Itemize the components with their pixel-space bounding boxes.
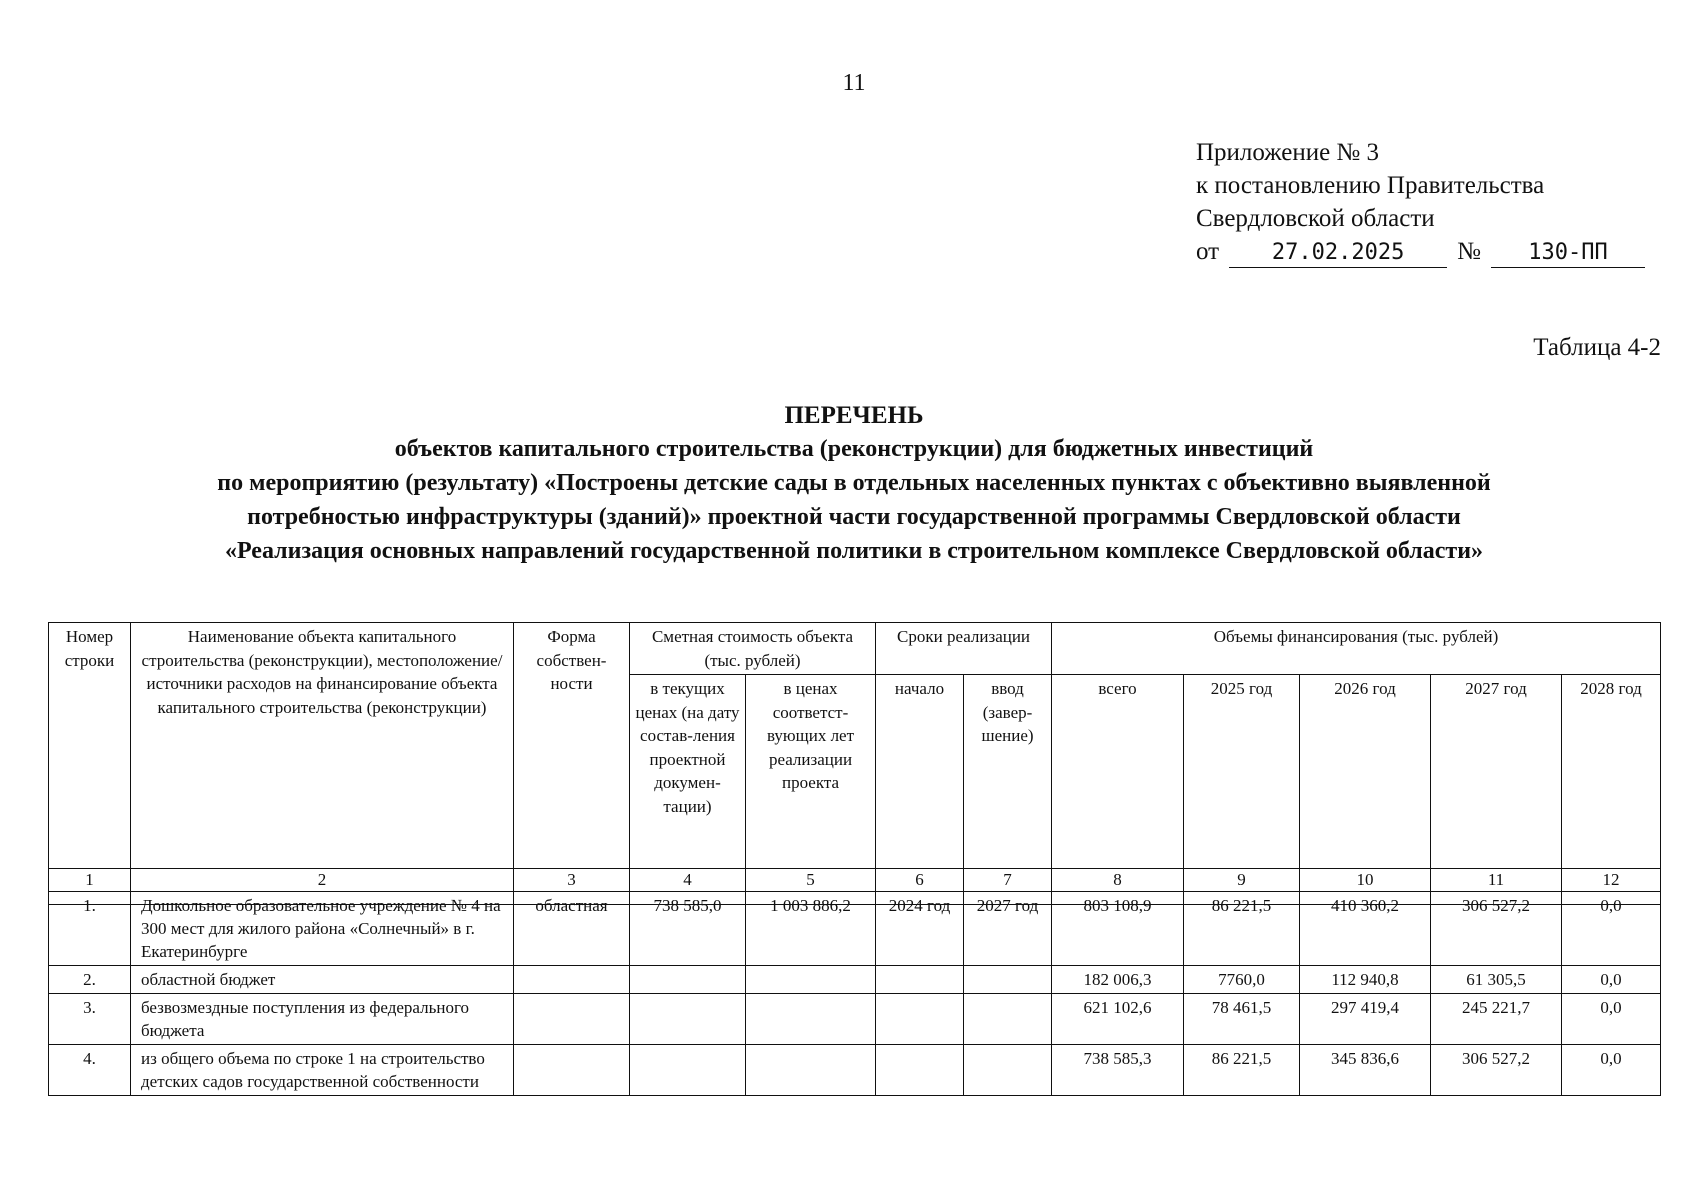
row-2025: 86 221,5 <box>1184 892 1300 966</box>
table-label: Таблица 4-2 <box>1533 334 1661 361</box>
row-cost-years <box>746 994 876 1045</box>
row-2028: 0,0 <box>1562 966 1661 994</box>
row-name: Дошкольное образовательное учреждение № 4 на 300 мест для жилого района «Солнечный» в г. Екатеринбурге <box>131 892 514 966</box>
annex-block <box>1196 136 1666 268</box>
title-line-1: объектов капитального строительства (реконструкции) для бюджетных инвестиций <box>394 436 1314 462</box>
row-total: 803 108,9 <box>1052 892 1184 966</box>
header-term-start: начало <box>876 675 964 905</box>
row-2027: 61 305,5 <box>1431 966 1562 994</box>
title-line-2: по мероприятию (результату) «Построены детские сады в отдельных населенных пунктах с объективно выявленной <box>217 470 1491 496</box>
header-object-name: Наименование объекта капитального строительства (реконструкции), местоположение/ источники расходов на финансирование объекта капитального строительства (реконструкции) <box>131 623 514 905</box>
row-total: 621 102,6 <box>1052 994 1184 1045</box>
row-number: 1. <box>49 892 131 966</box>
row-total: 738 585,3 <box>1052 1045 1184 1096</box>
row-cost-current <box>630 1045 746 1096</box>
header-funding-group: Объемы финансирования (тыс. рублей) <box>1052 623 1661 675</box>
date-value: 27.02.2025 <box>1229 239 1447 268</box>
title-line-4: «Реализация основных направлений государственной политики в строительном комплексе Свердловской области» <box>224 538 1484 564</box>
row-cost-years <box>746 1045 876 1096</box>
header-cost-years: в ценах соответст-вующих лет реализации проекта <box>746 675 876 905</box>
number-value: 130-ПП <box>1491 239 1645 268</box>
document-title <box>40 400 1668 568</box>
row-2025: 78 461,5 <box>1184 994 1300 1045</box>
row-number: 2. <box>49 966 131 994</box>
number-prefix: № <box>1457 238 1481 265</box>
header-terms-group: Сроки реализации <box>876 623 1052 675</box>
row-2026: 410 360,2 <box>1300 892 1431 966</box>
header-2028: 2028 год <box>1562 675 1661 905</box>
column-number-row <box>49 869 1661 892</box>
column-number: 7 <box>964 869 1052 892</box>
column-number: 8 <box>1052 869 1184 892</box>
row-2028: 0,0 <box>1562 892 1661 966</box>
table-row <box>49 966 1661 994</box>
header-2026: 2026 год <box>1300 675 1431 905</box>
row-end: 2027 год <box>964 892 1052 966</box>
row-2026: 345 836,6 <box>1300 1045 1431 1096</box>
row-2026: 297 419,4 <box>1300 994 1431 1045</box>
row-2027: 306 527,2 <box>1431 892 1562 966</box>
title-main: ПЕРЕЧЕНЬ <box>784 402 924 429</box>
column-number: 5 <box>746 869 876 892</box>
row-name: безвозмездные поступления из федерального бюджета <box>131 994 514 1045</box>
row-2027: 306 527,2 <box>1431 1045 1562 1096</box>
table-body <box>48 868 1661 1096</box>
row-cost-current: 738 585,0 <box>630 892 746 966</box>
row-start: 2024 год <box>876 892 964 966</box>
row-2025: 86 221,5 <box>1184 1045 1300 1096</box>
table-row <box>49 994 1661 1045</box>
row-cost-current <box>630 994 746 1045</box>
row-2027: 245 221,7 <box>1431 994 1562 1045</box>
row-start <box>876 966 964 994</box>
header-row-number: Номер строки <box>49 623 131 905</box>
header-term-end: ввод (завер-шение) <box>964 675 1052 905</box>
row-number: 3. <box>49 994 131 1045</box>
row-number: 4. <box>49 1045 131 1096</box>
row-2028: 0,0 <box>1562 1045 1661 1096</box>
table-row <box>49 1045 1661 1096</box>
annex-resolution: к постановлению Правительства <box>1196 172 1545 199</box>
row-2028: 0,0 <box>1562 994 1661 1045</box>
row-end <box>964 1045 1052 1096</box>
header-2025: 2025 год <box>1184 675 1300 905</box>
row-2025: 7760,0 <box>1184 966 1300 994</box>
row-total: 182 006,3 <box>1052 966 1184 994</box>
column-number: 9 <box>1184 869 1300 892</box>
header-2027: 2027 год <box>1431 675 1562 905</box>
row-ownership <box>514 1045 630 1096</box>
header-cost-current: в текущих ценах (на дату состав-ления проектной докумен-тации) <box>630 675 746 905</box>
row-cost-current <box>630 966 746 994</box>
page-number: 11 <box>842 70 866 96</box>
annex-title: Приложение № 3 <box>1196 139 1380 166</box>
row-start <box>876 1045 964 1096</box>
row-ownership: областная <box>514 892 630 966</box>
table-header <box>48 622 1661 905</box>
title-line-3: потребностью инфраструктуры (зданий)» проектной части государственной программы Свердловской области <box>247 504 1461 530</box>
column-number: 1 <box>49 869 131 892</box>
row-ownership <box>514 966 630 994</box>
column-number: 4 <box>630 869 746 892</box>
row-cost-years <box>746 966 876 994</box>
row-start <box>876 994 964 1045</box>
column-number: 11 <box>1431 869 1562 892</box>
row-cost-years: 1 003 886,2 <box>746 892 876 966</box>
row-2026: 112 940,8 <box>1300 966 1431 994</box>
table-row <box>49 892 1661 966</box>
header-total: всего <box>1052 675 1184 905</box>
row-end <box>964 966 1052 994</box>
header-ownership: Форма собствен-ности <box>514 623 630 905</box>
column-number: 3 <box>514 869 630 892</box>
annex-date-number-row <box>1196 235 1666 268</box>
row-name: из общего объема по строке 1 на строительство детских садов государственной собственности <box>131 1045 514 1096</box>
column-number: 6 <box>876 869 964 892</box>
annex-region: Свердловской области <box>1196 205 1435 232</box>
column-number: 12 <box>1562 869 1661 892</box>
column-number: 10 <box>1300 869 1431 892</box>
row-name: областной бюджет <box>131 966 514 994</box>
row-ownership <box>514 994 630 1045</box>
header-cost-group: Сметная стоимость объекта (тыс. рублей) <box>630 623 876 675</box>
date-prefix: от <box>1196 238 1220 265</box>
row-end <box>964 994 1052 1045</box>
column-number: 2 <box>131 869 514 892</box>
